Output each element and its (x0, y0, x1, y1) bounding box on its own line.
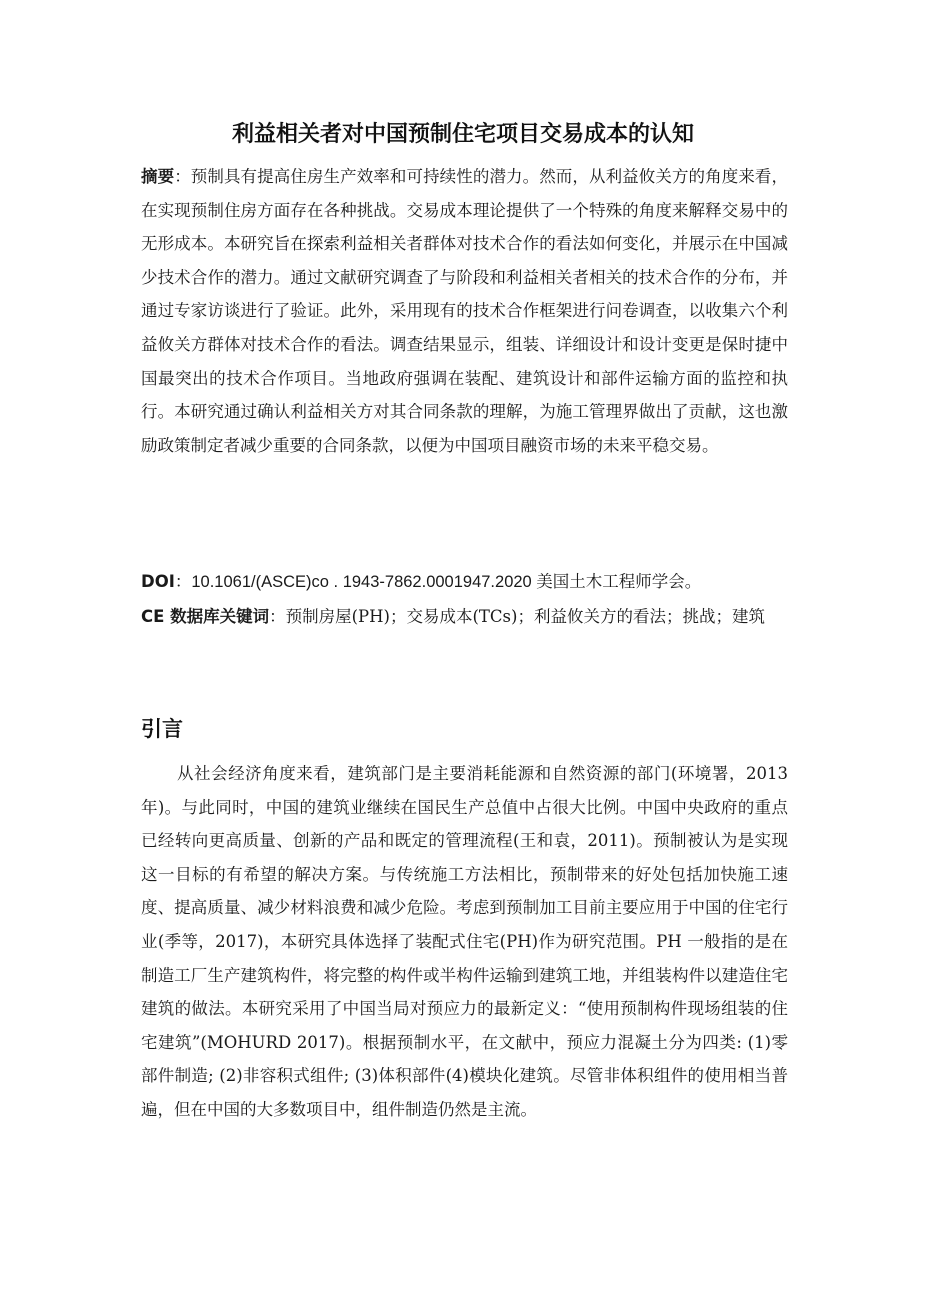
doi-line (141, 565, 788, 600)
abstract-separator: ： (174, 167, 191, 186)
introduction-heading: 引言 (141, 717, 183, 741)
keywords-separator: ： (269, 607, 286, 626)
doi-label: DOI (141, 572, 175, 591)
keywords-paragraph (141, 600, 788, 634)
paper-title: 利益相关者对中国预制住宅项目交易成本的认知 (231, 122, 694, 147)
keywords-value: 预制房屋(PH)；交易成本(TCs)；利益攸关方的看法；挑战；建筑 (285, 607, 765, 626)
introduction-paragraph: 从社会经济角度来看，建筑部门是主要消耗能源和自然资源的部门(环境署，2013 年)。与此同时，中国的建筑业继续在国民生产总值中占很大比例。中国中央政府的重点已经转向更高质量、创新的产品和既定的管理流程(王和袁，2011)。预制被认为是实现这一目标的有希望的解决方案。与传统施工方法相比，预制带来的好处包括加快施工速度、提高质量、减少材料浪费和减少危险。考虑到预制加工目前主要应用于中国的住宅行业(季等，2017)，本研究具体选择了装配式住宅(PH)作为研究范围。PH 一般指的是在制造工厂生产建筑构件，将完整的构件或半构件运输到建筑工地，并组装构件以建造住宅建筑的做法。本研究采用了中国当局对预应力的最新定义：“使用预制构件现场组装的住宅建筑”(MOHURD 2017)。根据预制水平，在文献中，预应力混凝土分为四类: (1)零部件制造; (2)非容积式组件; (3)体积部件(4)模块化建筑。尽管非体积组件的使用相当普遍，但在中国的大多数项目中，组件制造仍然是主流。 (141, 764, 788, 1119)
abstract-text: 预制具有提高住房生产效率和可持续性的潜力。然而，从利益攸关方的角度来看，在实现预制住房方面存在各种挑战。交易成本理论提供了一个特殊的角度来解释交易中的无形成本。本研究旨在探索利益相关者群体对技术合作的看法如何变化，并展示在中国减少技术合作的潜力。通过文献研究调查了与阶段和利益相关者相关的技术合作的分布，并通过专家访谈进行了验证。此外，采用现有的技术合作框架进行问卷调查，以收集六个利益攸关方群体对技术合作的看法。调查结果显示，组装、详细设计和设计变更是保时捷中国最突出的技术合作项目。当地政府强调在装配、建筑设计和部件运输方面的监控和执行。本研究通过确认利益相关方对其合同条款的理解，为施工管理界做出了贡献，这也激励政策制定者减少重要的合同条款，以便为中国项目融资市场的未来平稳交易。 (141, 167, 789, 455)
keywords-label: CE 数据库关键词 (141, 607, 270, 626)
abstract-label: 摘要 (141, 167, 175, 186)
doi-value: 10.1061/(ASCE)co . 1943-7862.0001947.2020 美国土木工程师学会。 (191, 573, 702, 591)
doi-separator: ： (174, 572, 192, 591)
abstract-paragraph (141, 160, 788, 462)
